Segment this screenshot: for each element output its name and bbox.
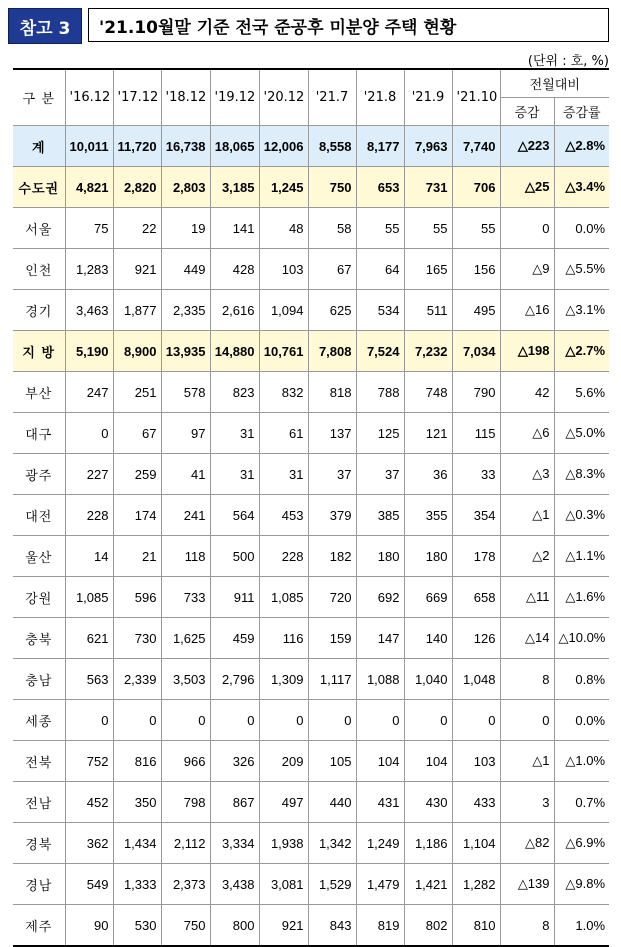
value-cell: 0 <box>452 700 500 741</box>
value-cell: 1,283 <box>65 249 113 290</box>
value-cell: 11,720 <box>113 126 161 167</box>
region-cell: 경기 <box>13 290 65 331</box>
value-cell: 7,808 <box>308 331 356 372</box>
region-cell: 세종 <box>13 700 65 741</box>
value-cell: 832 <box>259 372 308 413</box>
change-cell: △6 <box>500 413 554 454</box>
change-cell: △2 <box>500 536 554 577</box>
change-cell: △14 <box>500 618 554 659</box>
value-cell: 8,558 <box>308 126 356 167</box>
value-cell: 251 <box>113 372 161 413</box>
value-cell: 64 <box>356 249 404 290</box>
value-cell: 209 <box>259 741 308 782</box>
value-cell: 669 <box>404 577 452 618</box>
value-cell: 10,761 <box>259 331 308 372</box>
value-cell: 326 <box>210 741 259 782</box>
value-cell: 2,373 <box>161 864 210 905</box>
region-cell: 울산 <box>13 536 65 577</box>
value-cell: 0 <box>65 413 113 454</box>
region-cell: 경남 <box>13 864 65 905</box>
table-row <box>13 372 609 413</box>
period-header: '16.12 <box>65 69 113 126</box>
value-cell: 141 <box>210 208 259 249</box>
value-cell: 41 <box>161 454 210 495</box>
value-cell: 790 <box>452 372 500 413</box>
change-cell: △1 <box>500 495 554 536</box>
region-cell: 서울 <box>13 208 65 249</box>
value-cell: 61 <box>259 413 308 454</box>
value-cell: 1,529 <box>308 864 356 905</box>
change-cell: 3 <box>500 782 554 823</box>
value-cell: 1,309 <box>259 659 308 700</box>
region-cell: 충북 <box>13 618 65 659</box>
value-cell: 788 <box>356 372 404 413</box>
value-cell: 2,335 <box>161 290 210 331</box>
value-cell: 13,935 <box>161 331 210 372</box>
value-cell: 228 <box>259 536 308 577</box>
rate-cell: △10.0% <box>554 618 609 659</box>
value-cell: 1,877 <box>113 290 161 331</box>
value-cell: 1,479 <box>356 864 404 905</box>
value-cell: 431 <box>356 782 404 823</box>
value-cell: 911 <box>210 577 259 618</box>
value-cell: 966 <box>161 741 210 782</box>
value-cell: 165 <box>404 249 452 290</box>
value-cell: 3,334 <box>210 823 259 864</box>
value-cell: 362 <box>65 823 113 864</box>
value-cell: 105 <box>308 741 356 782</box>
value-cell: 1,104 <box>452 823 500 864</box>
table-row <box>13 823 609 864</box>
value-cell: 1,085 <box>65 577 113 618</box>
value-cell: 55 <box>356 208 404 249</box>
value-cell: 867 <box>210 782 259 823</box>
value-cell: 8,177 <box>356 126 404 167</box>
value-cell: 379 <box>308 495 356 536</box>
change-cell: △1 <box>500 741 554 782</box>
value-cell: 31 <box>210 413 259 454</box>
value-cell: 22 <box>113 208 161 249</box>
table-row <box>13 126 609 167</box>
value-cell: 1,342 <box>308 823 356 864</box>
table-row <box>13 864 609 905</box>
change-cell: △16 <box>500 290 554 331</box>
region-cell: 지 방 <box>13 331 65 372</box>
value-cell: 3,503 <box>161 659 210 700</box>
rate-cell: 0.0% <box>554 700 609 741</box>
value-cell: 706 <box>452 167 500 208</box>
value-cell: 1,040 <box>404 659 452 700</box>
value-cell: 500 <box>210 536 259 577</box>
region-cell: 부산 <box>13 372 65 413</box>
period-header: '17.12 <box>113 69 161 126</box>
value-cell: 8,900 <box>113 331 161 372</box>
value-cell: 180 <box>404 536 452 577</box>
value-cell: 449 <box>161 249 210 290</box>
value-cell: 4,821 <box>65 167 113 208</box>
value-cell: 125 <box>356 413 404 454</box>
value-cell: 178 <box>452 536 500 577</box>
value-cell: 731 <box>404 167 452 208</box>
value-cell: 156 <box>452 249 500 290</box>
value-cell: 7,740 <box>452 126 500 167</box>
value-cell: 259 <box>113 454 161 495</box>
value-cell: 55 <box>452 208 500 249</box>
table-row <box>13 782 609 823</box>
value-cell: 33 <box>452 454 500 495</box>
value-cell: 2,796 <box>210 659 259 700</box>
value-cell: 75 <box>65 208 113 249</box>
value-cell: 241 <box>161 495 210 536</box>
value-cell: 0 <box>161 700 210 741</box>
value-cell: 921 <box>259 905 308 947</box>
value-cell: 227 <box>65 454 113 495</box>
value-cell: 355 <box>404 495 452 536</box>
period-header: '21.7 <box>308 69 356 126</box>
value-cell: 228 <box>65 495 113 536</box>
value-cell: 596 <box>113 577 161 618</box>
value-cell: 103 <box>452 741 500 782</box>
rate-cell: △2.8% <box>554 126 609 167</box>
rate-cell: △1.0% <box>554 741 609 782</box>
value-cell: 752 <box>65 741 113 782</box>
value-cell: 67 <box>308 249 356 290</box>
table-row <box>13 167 609 208</box>
value-cell: 549 <box>65 864 113 905</box>
value-cell: 459 <box>210 618 259 659</box>
rate-cell: △5.0% <box>554 413 609 454</box>
value-cell: 385 <box>356 495 404 536</box>
value-cell: 750 <box>308 167 356 208</box>
value-cell: 48 <box>259 208 308 249</box>
value-cell: 653 <box>356 167 404 208</box>
value-cell: 511 <box>404 290 452 331</box>
value-cell: 3,185 <box>210 167 259 208</box>
value-cell: 36 <box>404 454 452 495</box>
value-cell: 818 <box>308 372 356 413</box>
value-cell: 823 <box>210 372 259 413</box>
change-cell: 0 <box>500 208 554 249</box>
value-cell: 103 <box>259 249 308 290</box>
page-title: '21.10월말 기준 전국 준공후 미분양 주택 현황 <box>88 8 609 42</box>
region-header: 구 분 <box>13 69 65 126</box>
value-cell: 115 <box>452 413 500 454</box>
rate-cell: 0.8% <box>554 659 609 700</box>
value-cell: 7,963 <box>404 126 452 167</box>
value-cell: 578 <box>161 372 210 413</box>
value-cell: 104 <box>356 741 404 782</box>
value-cell: 12,006 <box>259 126 308 167</box>
value-cell: 0 <box>404 700 452 741</box>
value-cell: 350 <box>113 782 161 823</box>
value-cell: 798 <box>161 782 210 823</box>
table-row <box>13 454 609 495</box>
change-cell: 8 <box>500 659 554 700</box>
value-cell: 2,803 <box>161 167 210 208</box>
change-cell: 0 <box>500 700 554 741</box>
table-row <box>13 577 609 618</box>
rate-cell: 0.7% <box>554 782 609 823</box>
period-header: '21.9 <box>404 69 452 126</box>
value-cell: 564 <box>210 495 259 536</box>
rate-header: 증감률 <box>554 98 609 126</box>
value-cell: 1,186 <box>404 823 452 864</box>
period-header: '21.10 <box>452 69 500 126</box>
header-row-1 <box>13 69 609 98</box>
value-cell: 58 <box>308 208 356 249</box>
table-row <box>13 905 609 947</box>
rate-cell: 5.6% <box>554 372 609 413</box>
value-cell: 800 <box>210 905 259 947</box>
value-cell: 658 <box>452 577 500 618</box>
value-cell: 1,282 <box>452 864 500 905</box>
value-cell: 563 <box>65 659 113 700</box>
change-cell: △9 <box>500 249 554 290</box>
value-cell: 440 <box>308 782 356 823</box>
value-cell: 452 <box>65 782 113 823</box>
change-cell: △198 <box>500 331 554 372</box>
value-cell: 121 <box>404 413 452 454</box>
value-cell: 1,333 <box>113 864 161 905</box>
region-cell: 인천 <box>13 249 65 290</box>
reference-badge: 참고 3 <box>8 8 82 44</box>
value-cell: 18,065 <box>210 126 259 167</box>
rate-cell: △0.3% <box>554 495 609 536</box>
rate-cell: △5.5% <box>554 249 609 290</box>
unsold-housing-table <box>13 68 609 947</box>
value-cell: 730 <box>113 618 161 659</box>
rate-cell: △3.1% <box>554 290 609 331</box>
value-cell: 19 <box>161 208 210 249</box>
value-cell: 495 <box>452 290 500 331</box>
value-cell: 174 <box>113 495 161 536</box>
value-cell: 802 <box>404 905 452 947</box>
period-header: '21.8 <box>356 69 404 126</box>
value-cell: 159 <box>308 618 356 659</box>
region-cell: 대구 <box>13 413 65 454</box>
value-cell: 3,463 <box>65 290 113 331</box>
value-cell: 140 <box>404 618 452 659</box>
value-cell: 816 <box>113 741 161 782</box>
value-cell: 2,112 <box>161 823 210 864</box>
region-cell: 제주 <box>13 905 65 947</box>
table-body <box>13 126 609 947</box>
value-cell: 1,421 <box>404 864 452 905</box>
table-row <box>13 618 609 659</box>
value-cell: 810 <box>452 905 500 947</box>
value-cell: 90 <box>65 905 113 947</box>
region-cell: 경북 <box>13 823 65 864</box>
value-cell: 0 <box>308 700 356 741</box>
value-cell: 14,880 <box>210 331 259 372</box>
rate-cell: 1.0% <box>554 905 609 947</box>
value-cell: 55 <box>404 208 452 249</box>
table-row <box>13 536 609 577</box>
value-cell: 16,738 <box>161 126 210 167</box>
value-cell: 7,034 <box>452 331 500 372</box>
value-cell: 1,249 <box>356 823 404 864</box>
value-cell: 182 <box>308 536 356 577</box>
value-cell: 5,190 <box>65 331 113 372</box>
value-cell: 21 <box>113 536 161 577</box>
rate-cell: △2.7% <box>554 331 609 372</box>
page-header <box>8 8 611 44</box>
value-cell: 625 <box>308 290 356 331</box>
period-header: '19.12 <box>210 69 259 126</box>
change-cell: △139 <box>500 864 554 905</box>
value-cell: 748 <box>404 372 452 413</box>
change-header: 증감 <box>500 98 554 126</box>
unit-label: (단위 : 호, %) <box>527 54 609 69</box>
value-cell: 37 <box>356 454 404 495</box>
table-row <box>13 495 609 536</box>
value-cell: 14 <box>65 536 113 577</box>
value-cell: 733 <box>161 577 210 618</box>
value-cell: 1,245 <box>259 167 308 208</box>
change-cell: △11 <box>500 577 554 618</box>
rate-cell: △1.6% <box>554 577 609 618</box>
value-cell: 720 <box>308 577 356 618</box>
change-cell: △3 <box>500 454 554 495</box>
table-row <box>13 741 609 782</box>
rate-cell: △3.4% <box>554 167 609 208</box>
table-row <box>13 249 609 290</box>
region-cell: 전남 <box>13 782 65 823</box>
table-row <box>13 208 609 249</box>
value-cell: 147 <box>356 618 404 659</box>
change-cell: △25 <box>500 167 554 208</box>
value-cell: 31 <box>259 454 308 495</box>
rate-cell: △6.9% <box>554 823 609 864</box>
rate-cell: 0.0% <box>554 208 609 249</box>
value-cell: 453 <box>259 495 308 536</box>
value-cell: 3,438 <box>210 864 259 905</box>
rate-cell: △1.1% <box>554 536 609 577</box>
value-cell: 0 <box>113 700 161 741</box>
value-cell: 137 <box>308 413 356 454</box>
region-cell: 계 <box>13 126 65 167</box>
value-cell: 692 <box>356 577 404 618</box>
table-row <box>13 700 609 741</box>
value-cell: 10,011 <box>65 126 113 167</box>
region-cell: 광주 <box>13 454 65 495</box>
table-row <box>13 331 609 372</box>
value-cell: 31 <box>210 454 259 495</box>
value-cell: 118 <box>161 536 210 577</box>
table-row <box>13 290 609 331</box>
value-cell: 497 <box>259 782 308 823</box>
value-cell: 843 <box>308 905 356 947</box>
region-cell: 수도권 <box>13 167 65 208</box>
region-cell: 전북 <box>13 741 65 782</box>
value-cell: 104 <box>404 741 452 782</box>
value-cell: 0 <box>210 700 259 741</box>
value-cell: 67 <box>113 413 161 454</box>
value-cell: 1,938 <box>259 823 308 864</box>
value-cell: 819 <box>356 905 404 947</box>
value-cell: 247 <box>65 372 113 413</box>
value-cell: 0 <box>356 700 404 741</box>
value-cell: 1,117 <box>308 659 356 700</box>
value-cell: 621 <box>65 618 113 659</box>
change-cell: △82 <box>500 823 554 864</box>
value-cell: 1,048 <box>452 659 500 700</box>
value-cell: 97 <box>161 413 210 454</box>
region-cell: 충남 <box>13 659 65 700</box>
table-row <box>13 413 609 454</box>
value-cell: 921 <box>113 249 161 290</box>
value-cell: 37 <box>308 454 356 495</box>
value-cell: 354 <box>452 495 500 536</box>
value-cell: 750 <box>161 905 210 947</box>
value-cell: 1,094 <box>259 290 308 331</box>
value-cell: 2,616 <box>210 290 259 331</box>
value-cell: 7,232 <box>404 331 452 372</box>
value-cell: 3,081 <box>259 864 308 905</box>
value-cell: 433 <box>452 782 500 823</box>
value-cell: 7,524 <box>356 331 404 372</box>
value-cell: 1,085 <box>259 577 308 618</box>
value-cell: 1,625 <box>161 618 210 659</box>
value-cell: 2,339 <box>113 659 161 700</box>
region-cell: 대전 <box>13 495 65 536</box>
period-header: '18.12 <box>161 69 210 126</box>
rate-cell: △9.8% <box>554 864 609 905</box>
value-cell: 126 <box>452 618 500 659</box>
value-cell: 180 <box>356 536 404 577</box>
rate-cell: △8.3% <box>554 454 609 495</box>
change-cell: △223 <box>500 126 554 167</box>
value-cell: 428 <box>210 249 259 290</box>
value-cell: 0 <box>259 700 308 741</box>
value-cell: 116 <box>259 618 308 659</box>
value-cell: 1,088 <box>356 659 404 700</box>
region-cell: 강원 <box>13 577 65 618</box>
value-cell: 2,820 <box>113 167 161 208</box>
value-cell: 0 <box>65 700 113 741</box>
change-cell: 8 <box>500 905 554 947</box>
value-cell: 534 <box>356 290 404 331</box>
period-header: '20.12 <box>259 69 308 126</box>
change-cell: 42 <box>500 372 554 413</box>
compare-header: 전월대비 <box>500 69 609 98</box>
value-cell: 430 <box>404 782 452 823</box>
value-cell: 1,434 <box>113 823 161 864</box>
value-cell: 530 <box>113 905 161 947</box>
table-row <box>13 659 609 700</box>
